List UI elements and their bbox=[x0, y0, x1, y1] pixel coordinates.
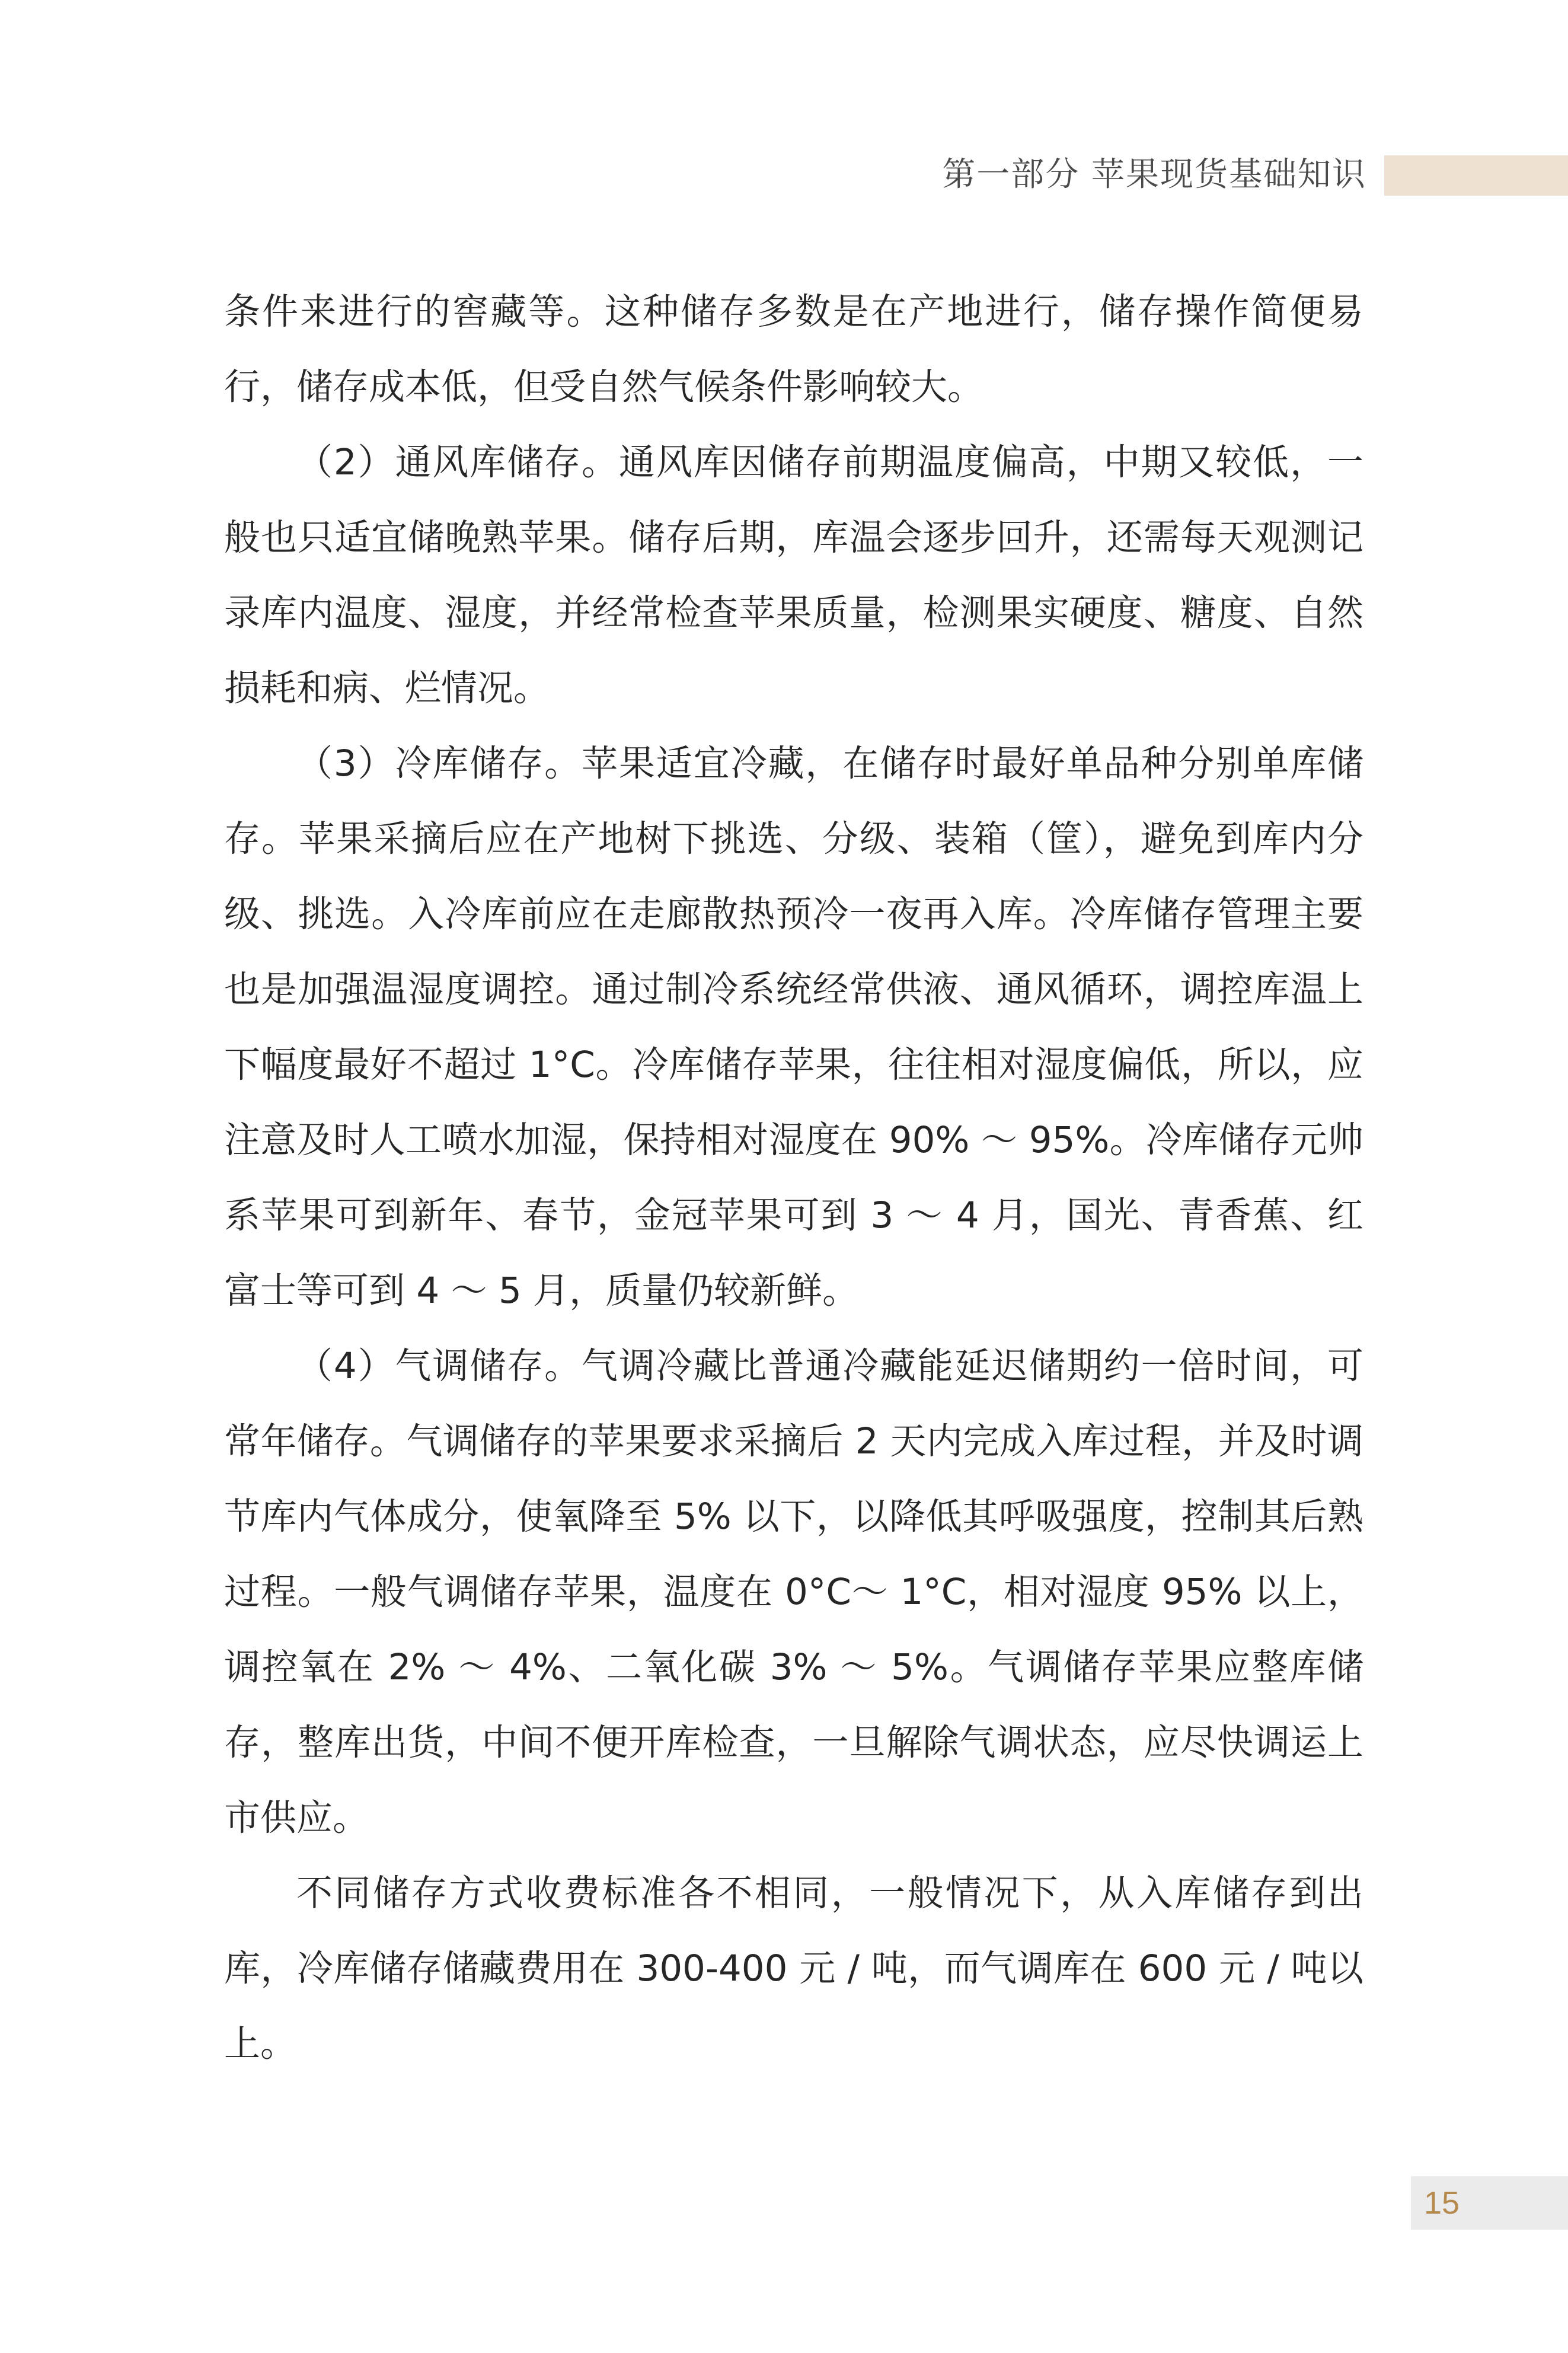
body-text bbox=[224, 274, 1363, 2081]
section-title: 第一部分 苹果现货基础知识 bbox=[942, 155, 1366, 194]
paragraph-fees: 不同储存方式收费标准各不相同，一般情况下，从入库储存到出库，冷库储存储藏费用在 300-400 元 / 吨，而气调库在 600 元 / 吨以上。 bbox=[224, 1872, 1363, 2065]
paragraph-cold-storage: （3）冷库储存。苹果适宜冷藏，在储存时最好单品种分别单库储存。苹果采摘后应在产地树下挑选、分级、装箱（筐），避免到库内分级、挑选。入冷库前应在走廊散热预冷一夜再入库。冷库储存管理主要也是加强温湿度调控。通过制冷系统经常供液、通风循环，调控库温上下幅度最好不超过 1°C。冷库储存苹果，往往相对湿度偏低，所以，应注意及时人工喷水加湿，保持相对湿度在 90% ～ 95%。冷库储存元帅系苹果可到新年、春节，金冠苹果可到 3 ～ 4 月，国光、青香蕉、红富士等可到 4 ～ 5 月，质量仍较新鲜。 bbox=[224, 742, 1363, 1312]
header-accent-bar bbox=[1384, 155, 1568, 196]
page-number: 15 bbox=[1424, 2185, 1460, 2221]
paragraph-controlled-atmosphere: （4）气调储存。气调冷藏比普通冷藏能延迟储期约一倍时间，可常年储存。气调储存的苹果要求采摘后 2 天内完成入库过程，并及时调节库内气体成分，使氧降至 5% 以下，以降低其呼吸强度，控制其后熟过程。一般气调储存苹果，温度在 0°C～ 1°C，相对湿度 95% 以上，调控氧在 2% ～ 4%、二氧化碳 3% ～ 5%。气调储存苹果应整库储存，整库出货，中间不便开库检查，一旦解除气调状态，应尽快调运上市供应。 bbox=[224, 1345, 1363, 1839]
paragraph-continued: 条件来进行的窖藏等。这种储存多数是在产地进行，储存操作简便易行，储存成本低，但受自然气候条件影响较大。 bbox=[224, 291, 1363, 408]
page-number-box bbox=[1411, 2176, 1568, 2230]
paragraph-ventilated-storage: （2）通风库储存。通风库因储存前期温度偏高，中期又较低，一般也只适宜储晚熟苹果。储存后期，库温会逐步回升，还需每天观测记录库内温度、湿度，并经常检查苹果质量，检测果实硬度、糖度、自然损耗和病、烂情况。 bbox=[224, 441, 1363, 709]
